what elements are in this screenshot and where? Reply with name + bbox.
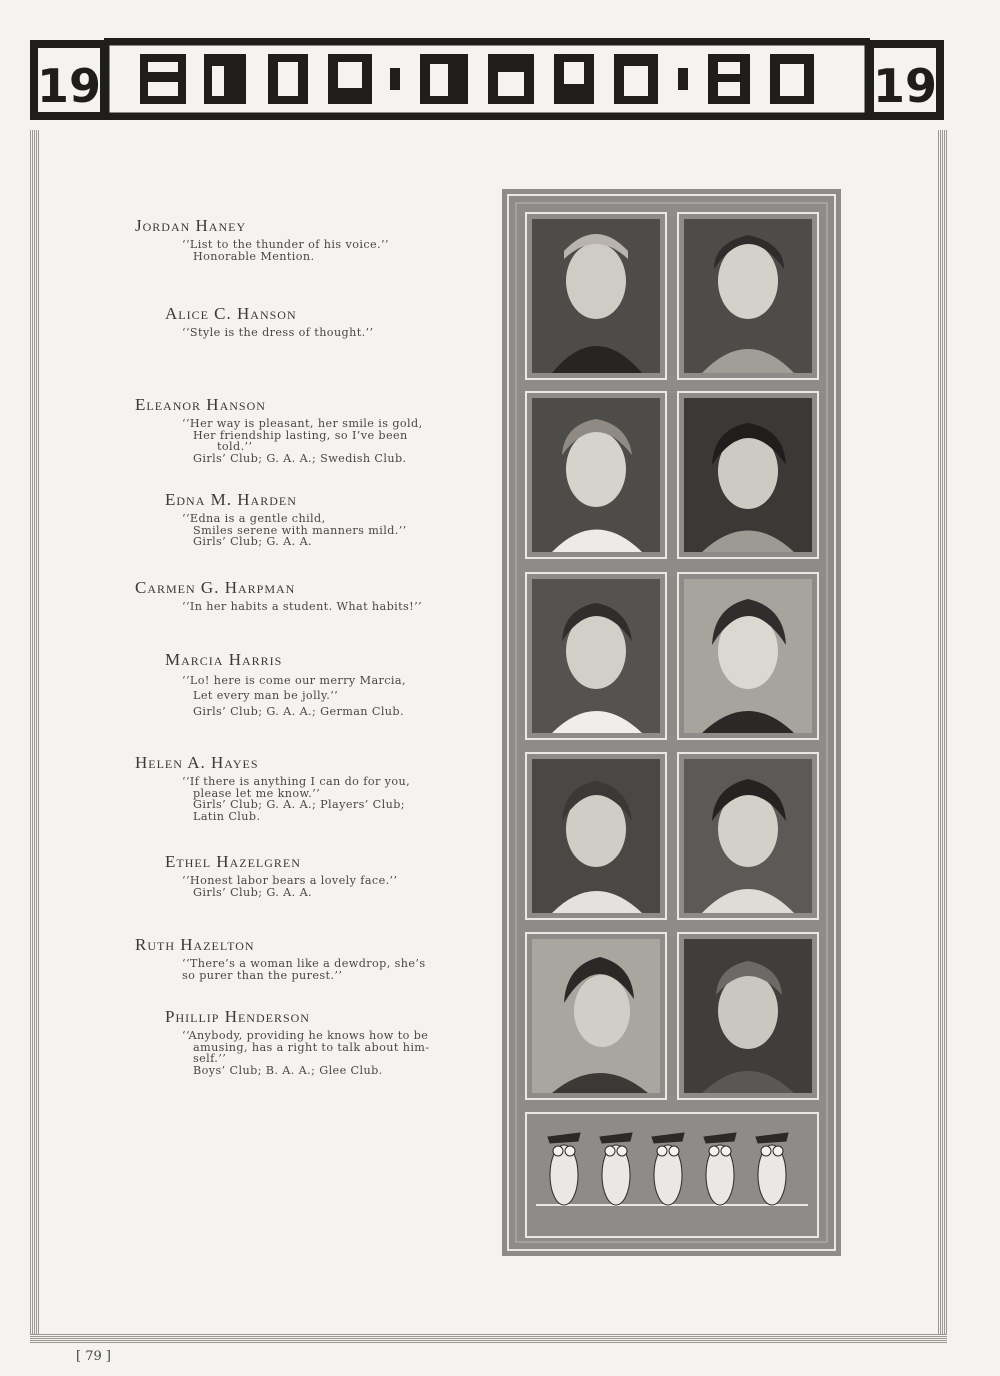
entry-jordan-haney (135, 216, 389, 262)
quote-line: ‘‘Her way is pleasant, her smile is gold, (182, 417, 423, 430)
student-name: Ruth Hazelton (135, 935, 255, 954)
quote-line: please let me know.’’ (193, 786, 321, 800)
portrait-marcia-harris (678, 573, 818, 739)
portrait-eleanor-hanson (526, 392, 666, 558)
left-year-text: 19 (36, 59, 102, 113)
portrait-edna-harden (678, 392, 818, 558)
quote-line: Her friendship lasting, so I’ve been (193, 428, 408, 442)
activities-line: Girls’ Club; G. A. A. (193, 885, 313, 899)
quote-line: self.’’ (193, 1052, 227, 1065)
activities-line: Girls’ Club; G. A. A.; German Club. (193, 705, 404, 718)
entry-edna-harden (165, 490, 407, 548)
student-name: Eleanor Hanson (135, 395, 266, 414)
right-border-rule (938, 130, 947, 1342)
quote-line: ‘‘List to the thunder of his voice.’’ (182, 238, 389, 251)
photo-panel-art (502, 189, 841, 1256)
activities-line: Girls’ Club; G. A. A.; Swedish Club. (193, 451, 407, 465)
entry-ethel-hazelgren (165, 852, 397, 898)
student-name: Edna M. Harden (165, 490, 297, 509)
student-name: Carmen G. Harpman (135, 578, 296, 597)
quote-line: ‘‘In her habits a student. What habits!’’ (182, 600, 422, 613)
student-name: Helen A. Hayes (135, 753, 259, 772)
portrait-alice-hanson (678, 213, 818, 379)
activities-line: Honorable Mention. (193, 249, 315, 263)
portrait-helen-hayes (526, 753, 666, 919)
quote-line: ‘‘Lo! here is come our merry Marcia, (182, 674, 406, 687)
quote-line: amusing, has a right to talk about him- (193, 1040, 430, 1054)
quote-line: ‘‘Edna is a gentle child, (182, 512, 326, 525)
student-name: Alice C. Hanson (165, 304, 297, 323)
portrait-carmen-harpman (526, 573, 666, 739)
entry-ruth-hazelton (135, 935, 425, 981)
portrait-ethel-hazelgren (678, 753, 818, 919)
quote-line: told.’’ (217, 440, 253, 453)
portrait-ruth-hazelton (526, 933, 666, 1099)
portrait-jordan-haney (526, 213, 666, 379)
student-name: Marcia Harris (165, 650, 283, 669)
quote-line: ‘‘Honest labor bears a lovely face.’’ (182, 874, 398, 887)
quote-line: so purer than the purest.’’ (182, 968, 343, 982)
quote-line: ‘‘There’s a woman like a dewdrop, she’s (182, 957, 426, 970)
quote-line: ‘‘Style is the dress of thought.’’ (182, 326, 374, 339)
activities-line: Latin Club. (193, 809, 261, 823)
quote-line: ‘‘Anybody, providing he knows how to be (182, 1029, 429, 1042)
right-year-text: 19 (872, 59, 938, 113)
quote-line: ‘‘If there is anything I can do for you, (182, 775, 411, 788)
entry-carmen-harpman (135, 578, 422, 613)
entry-marcia-harris (165, 650, 406, 721)
photo-panel (502, 189, 841, 1256)
student-name: Ethel Hazelgren (165, 852, 301, 871)
page-number: [ 79 ] (76, 1349, 111, 1364)
portrait-phillip-henderson (678, 933, 818, 1099)
activities-line: Boys’ Club; B. A. A.; Glee Club. (193, 1063, 383, 1077)
entry-helen-hayes (135, 753, 410, 822)
activities-line: Girls’ Club; G. A. A.; Players’ Club; (193, 798, 405, 811)
student-name: Jordan Haney (135, 216, 247, 235)
activities-line: Girls’ Club; G. A. A. (193, 535, 313, 548)
entry-eleanor-hanson (135, 395, 423, 464)
entry-alice-hanson (165, 304, 373, 339)
quote-line: Let every man be jolly.’’ (193, 689, 339, 702)
entry-phillip-henderson (165, 1007, 430, 1076)
quote-line: Smiles serene with manners mild.’’ (193, 523, 407, 537)
student-name: Phillip Henderson (165, 1007, 310, 1026)
owl-cartoon-strip (526, 1113, 818, 1237)
